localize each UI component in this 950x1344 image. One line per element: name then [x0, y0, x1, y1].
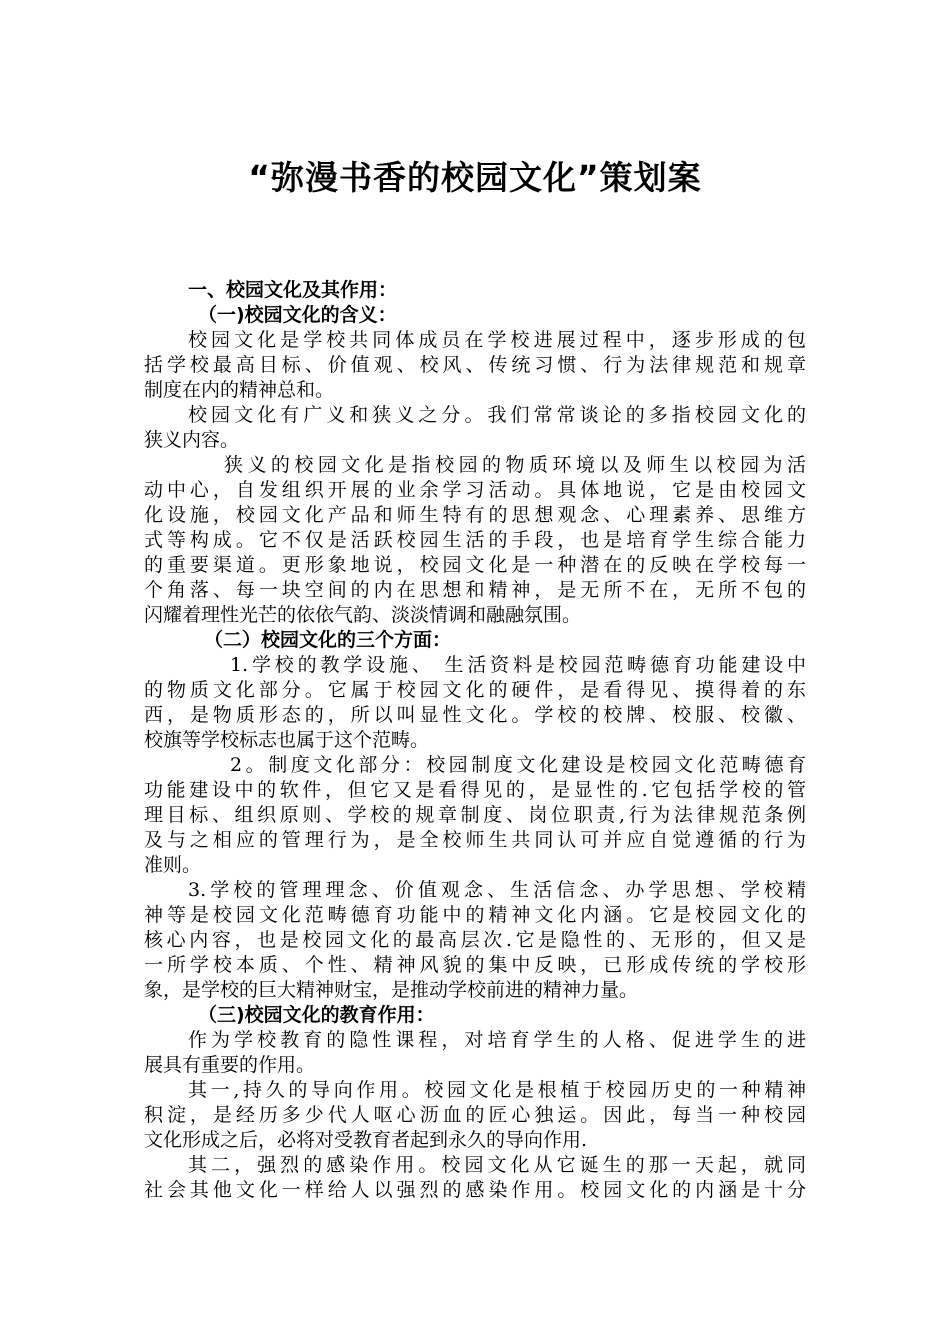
- paragraph-line: 2。制度文化部分：校园制度文化建设是校园文化范畴德育: [230, 754, 806, 776]
- paragraph-line: 式等构成。它不仅是活跃校园生活的手段，也是培育学生综合能力: [144, 529, 806, 551]
- paragraph-line: 3.学校的管理理念、价值观念、生活信念、办学思想、学校精: [188, 879, 806, 901]
- paragraph-line: 其二，强烈的感染作用。校园文化从它诞生的那一天起，就同: [188, 1154, 806, 1176]
- paragraph-line: 校园文化是学校共同体成员在学校进展过程中，逐步形成的包: [188, 329, 806, 351]
- subsection-heading-1: （一)校园文化的含义：: [198, 304, 397, 326]
- subsection-heading-3: （三)校园文化的教育作用：: [198, 1004, 435, 1026]
- paragraph-line: 校旗等学校标志也属于这个范畴。: [144, 729, 430, 751]
- paragraph-line: 展具有重要的作用。: [144, 1054, 316, 1076]
- paragraph-line: 个角落、每一块空间的内在思想和精神，是无所不在，无所不包的: [144, 579, 806, 601]
- paragraph-line: 积淀，是经历多少代人呕心沥血的匠心独运。因此，每当一种校园: [144, 1104, 806, 1126]
- paragraph-line: 括学校最高目标、价值观、校风、传统习惯、行为法律规范和规章: [144, 354, 806, 376]
- paragraph-line: 理目标、组织原则、学校的规章制度、岗位职责,行为法律规范条例: [144, 804, 806, 826]
- document-title: “弥漫书香的校园文化”策划案: [248, 158, 702, 197]
- document-body: [144, 278, 806, 1203]
- paragraph-line: 象，是学校的巨大精神财宝，是推动学校前进的精神力量。: [144, 979, 639, 1001]
- paragraph-line: 核心内容，也是校园文化的最高层次.它是隐性的、无形的，但又是: [144, 929, 806, 951]
- paragraph-line: 神等是校园文化范畴德育功能中的精神文化内涵。它是校园文化的: [144, 904, 806, 926]
- paragraph-line: 西，是物质形态的，所以叫显性文化。学校的校牌、校服、校徽、: [144, 704, 806, 726]
- paragraph-line: 闪耀着理性光芒的依依气韵、淡淡情调和融融氛围。: [144, 604, 582, 626]
- paragraph-line: 化设施，校园文化产品和师生特有的思想观念、心理素养、思维方: [144, 504, 806, 526]
- paragraph-line: 一所学校本质、个性、精神风貌的集中反映，已形成传统的学校形: [144, 954, 806, 976]
- paragraph-line: 的重要渠道。更形象地说，校园文化是一种潜在的反映在学校每一: [144, 554, 806, 576]
- paragraph-line: 制度在内的精神总和。: [144, 379, 335, 401]
- paragraph-line: 文化形成之后，必将对受教育者起到永久的导向作用.: [144, 1129, 588, 1151]
- paragraph-line: 动中心，自发组织开展的业余学习活动。具体地说，它是由校园文: [144, 479, 806, 501]
- paragraph-line: 作为学校教育的隐性课程，对培育学生的人格、促进学生的进: [188, 1029, 806, 1051]
- subsection-heading-2: （二）校园文化的三个方面：: [204, 629, 452, 651]
- paragraph-line: 校园文化有广义和狭义之分。我们常常谈论的多指校园文化的: [188, 404, 806, 426]
- paragraph-line: 狭义内容。: [144, 429, 240, 451]
- paragraph-line: 及与之相应的管理行为，是全校师生共同认可并应自觉遵循的行为: [144, 829, 806, 851]
- paragraph-line: 准则。: [144, 854, 202, 876]
- section-heading-1: 一、校园文化及其作用：: [188, 279, 398, 301]
- paragraph-line: 狭义的校园文化是指校园的物质环境以及师生以校园为活: [224, 454, 806, 476]
- paragraph-line: 功能建设中的软件，但它又是看得见的，是显性的.它包括学校的管: [144, 779, 806, 801]
- paragraph-line: 的物质文化部分。它属于校园文化的硬件，是看得见、摸得着的东: [144, 679, 806, 701]
- paragraph-line: 其一,持久的导向作用。校园文化是根植于校园历史的一种精神: [188, 1079, 806, 1101]
- paragraph-line: 社会其他文化一样给人以强烈的感染作用。校园文化的内涵是十分: [144, 1179, 806, 1201]
- paragraph-line: 1.学校的教学设施、 生活资料是校园范畴德育功能建设中: [230, 654, 806, 676]
